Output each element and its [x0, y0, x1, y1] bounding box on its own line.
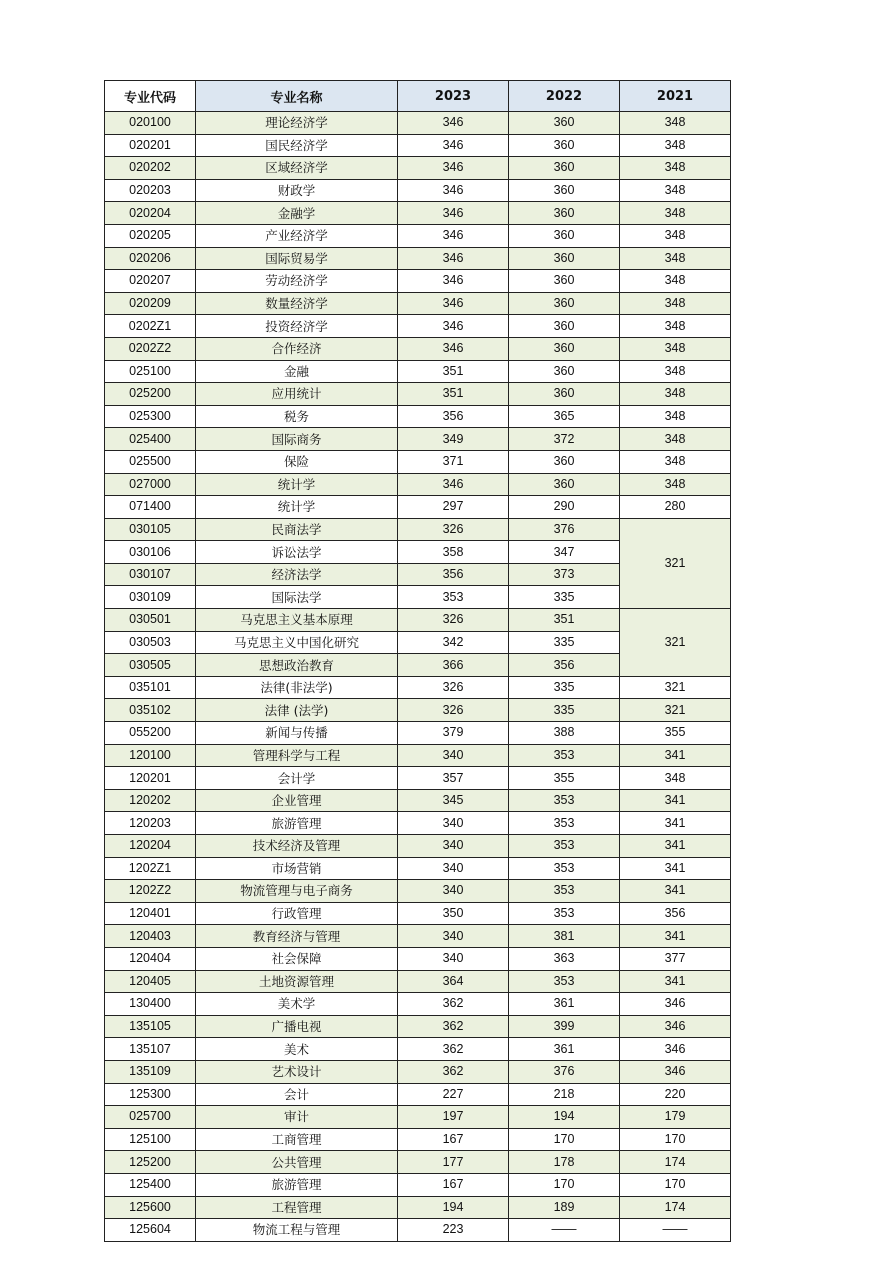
- table-row: [105, 609, 731, 632]
- table-row: [105, 518, 731, 541]
- score-2022-cell: 372: [509, 428, 620, 451]
- table-row: [105, 292, 731, 315]
- score-2021-cell: 346: [620, 1038, 731, 1061]
- major-code-cell: 020203: [105, 179, 196, 202]
- major-name-cell: 统计学: [196, 496, 398, 519]
- score-2022-cell: 218: [509, 1083, 620, 1106]
- score-2021-cell: 348: [620, 157, 731, 180]
- major-code-cell: 1202Z2: [105, 880, 196, 903]
- major-code-cell: 030503: [105, 631, 196, 654]
- major-name-cell: 土地资源管理: [196, 970, 398, 993]
- score-2022-cell: 356: [509, 654, 620, 677]
- score-2021-cell: 341: [620, 880, 731, 903]
- score-2022-cell: 360: [509, 112, 620, 135]
- score-2023-cell: 326: [398, 676, 509, 699]
- score-2023-cell: 346: [398, 473, 509, 496]
- major-code-cell: 0202Z1: [105, 315, 196, 338]
- score-2021-cell: 348: [620, 428, 731, 451]
- table-row: [105, 224, 731, 247]
- major-name-cell: 劳动经济学: [196, 270, 398, 293]
- score-2023-cell: 167: [398, 1173, 509, 1196]
- score-2021-cell: 348: [620, 337, 731, 360]
- score-2023-cell: 340: [398, 835, 509, 858]
- score-2022-cell: 290: [509, 496, 620, 519]
- score-2022-cell: 353: [509, 835, 620, 858]
- major-code-cell: 055200: [105, 722, 196, 745]
- major-name-cell: 旅游管理: [196, 812, 398, 835]
- major-name-cell: 投资经济学: [196, 315, 398, 338]
- score-2023-cell: 349: [398, 428, 509, 451]
- major-name-cell: 法律(非法学): [196, 676, 398, 699]
- score-2023-cell: 351: [398, 360, 509, 383]
- score-2023-cell: 326: [398, 699, 509, 722]
- major-code-cell: 030107: [105, 563, 196, 586]
- score-2023-cell: 346: [398, 270, 509, 293]
- major-name-cell: 诉讼法学: [196, 541, 398, 564]
- major-code-cell: 125300: [105, 1083, 196, 1106]
- table-row: [105, 1128, 731, 1151]
- major-name-cell: 法律 (法学): [196, 699, 398, 722]
- score-2023-cell: 346: [398, 202, 509, 225]
- table-row: [105, 993, 731, 1016]
- table-row: [105, 947, 731, 970]
- score-2021-cell: 355: [620, 722, 731, 745]
- major-code-cell: 130400: [105, 993, 196, 1016]
- score-2022-cell: 170: [509, 1173, 620, 1196]
- score-2023-cell: 357: [398, 767, 509, 790]
- table-row: [105, 179, 731, 202]
- score-2021-cell: 341: [620, 835, 731, 858]
- score-2022-cell: 376: [509, 1060, 620, 1083]
- score-2023-cell: 342: [398, 631, 509, 654]
- major-name-cell: 数量经济学: [196, 292, 398, 315]
- major-code-cell: 135107: [105, 1038, 196, 1061]
- table-row: [105, 428, 731, 451]
- table-row: [105, 112, 731, 135]
- major-code-cell: 020206: [105, 247, 196, 270]
- score-2022-cell: 189: [509, 1196, 620, 1219]
- score-2023-cell: 223: [398, 1219, 509, 1242]
- major-code-cell: 030109: [105, 586, 196, 609]
- score-2023-cell: 356: [398, 563, 509, 586]
- score-2021-cell: 341: [620, 970, 731, 993]
- score-2021-cell: 280: [620, 496, 731, 519]
- score-2022-cell: 353: [509, 970, 620, 993]
- score-2023-cell: 362: [398, 1038, 509, 1061]
- table-row: [105, 1219, 731, 1242]
- major-code-cell: 120404: [105, 947, 196, 970]
- header-row: [105, 81, 731, 112]
- table-row: [105, 925, 731, 948]
- major-code-cell: 135109: [105, 1060, 196, 1083]
- major-code-cell: 120403: [105, 925, 196, 948]
- table-row: [105, 360, 731, 383]
- major-name-cell: 民商法学: [196, 518, 398, 541]
- score-2022-cell: 335: [509, 631, 620, 654]
- score-2021-cell: 321: [620, 676, 731, 699]
- table-row: [105, 337, 731, 360]
- score-2022-cell: 363: [509, 947, 620, 970]
- major-code-cell: 020201: [105, 134, 196, 157]
- major-code-cell: 027000: [105, 473, 196, 496]
- major-code-cell: 025700: [105, 1106, 196, 1129]
- score-2022-cell: 335: [509, 586, 620, 609]
- table-row: [105, 1106, 731, 1129]
- major-code-cell: 1202Z1: [105, 857, 196, 880]
- score-2023-cell: 340: [398, 744, 509, 767]
- major-name-cell: 物流管理与电子商务: [196, 880, 398, 903]
- major-code-cell: 020205: [105, 224, 196, 247]
- major-name-cell: 产业经济学: [196, 224, 398, 247]
- major-name-cell: 企业管理: [196, 789, 398, 812]
- table-row: [105, 473, 731, 496]
- major-name-cell: 公共管理: [196, 1151, 398, 1174]
- score-2021-cell: 341: [620, 744, 731, 767]
- table-row: [105, 1196, 731, 1219]
- major-code-cell: 125400: [105, 1173, 196, 1196]
- table-row: [105, 880, 731, 903]
- major-name-cell: 技术经济及管理: [196, 835, 398, 858]
- table-row: [105, 857, 731, 880]
- major-name-cell: 保险: [196, 450, 398, 473]
- major-code-cell: 025400: [105, 428, 196, 451]
- major-name-cell: 会计学: [196, 767, 398, 790]
- major-code-cell: 030501: [105, 609, 196, 632]
- table-row: [105, 383, 731, 406]
- major-code-cell: 020202: [105, 157, 196, 180]
- table-row: [105, 247, 731, 270]
- score-2021-cell: 348: [620, 405, 731, 428]
- score-2021-cell: 321: [620, 699, 731, 722]
- score-2022-cell: 353: [509, 789, 620, 812]
- score-2023-cell: 356: [398, 405, 509, 428]
- major-code-cell: 071400: [105, 496, 196, 519]
- major-name-cell: 美术: [196, 1038, 398, 1061]
- score-2022-cell: 360: [509, 337, 620, 360]
- table-row: [105, 1015, 731, 1038]
- score-2022-cell: 360: [509, 179, 620, 202]
- score-2021-cell: 377: [620, 947, 731, 970]
- score-2022-cell: 335: [509, 676, 620, 699]
- major-name-cell: 经济法学: [196, 563, 398, 586]
- table-row: [105, 789, 731, 812]
- major-code-cell: 030505: [105, 654, 196, 677]
- score-2021-cell: 341: [620, 857, 731, 880]
- score-2023-cell: 227: [398, 1083, 509, 1106]
- score-2021-cell: 348: [620, 360, 731, 383]
- score-2022-cell: 178: [509, 1151, 620, 1174]
- table-row: [105, 496, 731, 519]
- table-row: [105, 722, 731, 745]
- major-name-cell: 社会保障: [196, 947, 398, 970]
- score-2022-cell: 360: [509, 473, 620, 496]
- score-2021-cell: 170: [620, 1128, 731, 1151]
- score-2021-cell: 348: [620, 224, 731, 247]
- score-2023-cell: 346: [398, 247, 509, 270]
- major-name-cell: 国际贸易学: [196, 247, 398, 270]
- score-2023-cell: 346: [398, 337, 509, 360]
- score-table: [104, 80, 731, 1242]
- score-2023-cell: 346: [398, 179, 509, 202]
- major-name-cell: 马克思主义中国化研究: [196, 631, 398, 654]
- score-2021-cell: 341: [620, 812, 731, 835]
- header-major-name: 专业名称: [196, 81, 398, 112]
- major-code-cell: 020100: [105, 112, 196, 135]
- score-2021-cell: ——: [620, 1219, 731, 1242]
- major-name-cell: 理论经济学: [196, 112, 398, 135]
- table-row: [105, 134, 731, 157]
- score-2022-cell: 373: [509, 563, 620, 586]
- score-2023-cell: 346: [398, 134, 509, 157]
- score-2022-cell: 353: [509, 880, 620, 903]
- header-year-2023: 2023: [398, 81, 509, 112]
- score-2023-cell: 351: [398, 383, 509, 406]
- major-code-cell: 125600: [105, 1196, 196, 1219]
- score-2022-cell: 360: [509, 157, 620, 180]
- score-2023-cell: 346: [398, 292, 509, 315]
- major-code-cell: 120202: [105, 789, 196, 812]
- table-row: [105, 157, 731, 180]
- major-code-cell: 020207: [105, 270, 196, 293]
- score-2021-cell: 348: [620, 179, 731, 202]
- score-2023-cell: 297: [398, 496, 509, 519]
- major-code-cell: 125100: [105, 1128, 196, 1151]
- table-row: [105, 1083, 731, 1106]
- table-row: [105, 1060, 731, 1083]
- score-2021-cell: 348: [620, 202, 731, 225]
- score-2022-cell: 360: [509, 247, 620, 270]
- score-2023-cell: 340: [398, 925, 509, 948]
- major-name-cell: 工商管理: [196, 1128, 398, 1151]
- score-2022-cell: 360: [509, 315, 620, 338]
- major-name-cell: 工程管理: [196, 1196, 398, 1219]
- score-2021-cell: 348: [620, 383, 731, 406]
- header-year-2021: 2021: [620, 81, 731, 112]
- major-name-cell: 市场营销: [196, 857, 398, 880]
- table-row: [105, 1173, 731, 1196]
- major-code-cell: 035102: [105, 699, 196, 722]
- major-name-cell: 教育经济与管理: [196, 925, 398, 948]
- score-2021-cell: 174: [620, 1151, 731, 1174]
- score-2022-cell: 360: [509, 134, 620, 157]
- header-major-code: 专业代码: [105, 81, 196, 112]
- major-name-cell: 物流工程与管理: [196, 1219, 398, 1242]
- score-2023-cell: 346: [398, 224, 509, 247]
- major-name-cell: 管理科学与工程: [196, 744, 398, 767]
- table-body: [105, 112, 731, 1242]
- major-name-cell: 旅游管理: [196, 1173, 398, 1196]
- score-2022-cell: 355: [509, 767, 620, 790]
- major-code-cell: 020204: [105, 202, 196, 225]
- score-2021-cell: 348: [620, 767, 731, 790]
- major-name-cell: 区域经济学: [196, 157, 398, 180]
- score-2021-cell: 348: [620, 134, 731, 157]
- table-row: [105, 1038, 731, 1061]
- score-2023-cell: 340: [398, 857, 509, 880]
- score-2023-cell: 345: [398, 789, 509, 812]
- score-2023-cell: 379: [398, 722, 509, 745]
- major-code-cell: 030106: [105, 541, 196, 564]
- score-2022-cell: 353: [509, 812, 620, 835]
- score-2023-cell: 326: [398, 518, 509, 541]
- score-2021-cell: 341: [620, 925, 731, 948]
- score-2022-cell: 388: [509, 722, 620, 745]
- score-2023-cell: 346: [398, 112, 509, 135]
- score-2021-cell: 346: [620, 1015, 731, 1038]
- major-name-cell: 合作经济: [196, 337, 398, 360]
- score-2022-cell: 361: [509, 1038, 620, 1061]
- score-2021-cell: 346: [620, 993, 731, 1016]
- major-name-cell: 思想政治教育: [196, 654, 398, 677]
- table-row: [105, 699, 731, 722]
- major-code-cell: 035101: [105, 676, 196, 699]
- major-code-cell: 120405: [105, 970, 196, 993]
- score-2023-cell: 358: [398, 541, 509, 564]
- table-row: [105, 744, 731, 767]
- score-2021-cell: 348: [620, 247, 731, 270]
- score-2023-cell: 167: [398, 1128, 509, 1151]
- score-2022-cell: 360: [509, 383, 620, 406]
- header-year-2022: 2022: [509, 81, 620, 112]
- score-2023-cell: 364: [398, 970, 509, 993]
- score-2023-cell: 362: [398, 1015, 509, 1038]
- major-name-cell: 审计: [196, 1106, 398, 1129]
- major-code-cell: 020209: [105, 292, 196, 315]
- major-name-cell: 统计学: [196, 473, 398, 496]
- score-2023-cell: 194: [398, 1196, 509, 1219]
- major-code-cell: 125200: [105, 1151, 196, 1174]
- score-2023-cell: 340: [398, 947, 509, 970]
- score-2021-cell: 220: [620, 1083, 731, 1106]
- major-code-cell: 025300: [105, 405, 196, 428]
- score-2022-cell: 194: [509, 1106, 620, 1129]
- major-name-cell: 美术学: [196, 993, 398, 1016]
- score-2022-cell: 335: [509, 699, 620, 722]
- score-2021-cell: 174: [620, 1196, 731, 1219]
- score-2023-cell: 340: [398, 812, 509, 835]
- major-code-cell: 0202Z2: [105, 337, 196, 360]
- major-code-cell: 120201: [105, 767, 196, 790]
- score-2023-cell: 326: [398, 609, 509, 632]
- score-2021-cell: 348: [620, 315, 731, 338]
- score-2023-cell: 346: [398, 157, 509, 180]
- major-name-cell: 马克思主义基本原理: [196, 609, 398, 632]
- major-code-cell: 120401: [105, 902, 196, 925]
- score-2021-cell: 321: [620, 518, 731, 608]
- major-code-cell: 025100: [105, 360, 196, 383]
- major-name-cell: 应用统计: [196, 383, 398, 406]
- score-2023-cell: 197: [398, 1106, 509, 1129]
- table-row: [105, 835, 731, 858]
- score-2023-cell: 177: [398, 1151, 509, 1174]
- score-2022-cell: 381: [509, 925, 620, 948]
- major-name-cell: 金融: [196, 360, 398, 383]
- score-2021-cell: 348: [620, 270, 731, 293]
- score-2022-cell: 376: [509, 518, 620, 541]
- major-code-cell: 120100: [105, 744, 196, 767]
- score-2022-cell: 360: [509, 270, 620, 293]
- major-name-cell: 税务: [196, 405, 398, 428]
- score-2023-cell: 353: [398, 586, 509, 609]
- score-2023-cell: 350: [398, 902, 509, 925]
- score-2022-cell: 353: [509, 902, 620, 925]
- score-2022-cell: 351: [509, 609, 620, 632]
- major-code-cell: 030105: [105, 518, 196, 541]
- major-code-cell: 025200: [105, 383, 196, 406]
- score-2023-cell: 362: [398, 1060, 509, 1083]
- score-2022-cell: 361: [509, 993, 620, 1016]
- major-code-cell: 125604: [105, 1219, 196, 1242]
- major-code-cell: 135105: [105, 1015, 196, 1038]
- score-2021-cell: 179: [620, 1106, 731, 1129]
- score-2023-cell: 340: [398, 880, 509, 903]
- major-name-cell: 国际法学: [196, 586, 398, 609]
- score-2022-cell: 365: [509, 405, 620, 428]
- major-name-cell: 财政学: [196, 179, 398, 202]
- score-2022-cell: 170: [509, 1128, 620, 1151]
- table-row: [105, 315, 731, 338]
- score-2022-cell: 353: [509, 857, 620, 880]
- table-row: [105, 812, 731, 835]
- score-2023-cell: 371: [398, 450, 509, 473]
- table-row: [105, 270, 731, 293]
- score-2021-cell: 170: [620, 1173, 731, 1196]
- score-2023-cell: 346: [398, 315, 509, 338]
- table-row: [105, 970, 731, 993]
- major-name-cell: 新闻与传播: [196, 722, 398, 745]
- major-name-cell: 行政管理: [196, 902, 398, 925]
- major-name-cell: 广播电视: [196, 1015, 398, 1038]
- score-2022-cell: 360: [509, 292, 620, 315]
- major-name-cell: 国际商务: [196, 428, 398, 451]
- score-2021-cell: 356: [620, 902, 731, 925]
- score-2022-cell: 360: [509, 360, 620, 383]
- score-2021-cell: 321: [620, 609, 731, 677]
- table-row: [105, 1151, 731, 1174]
- score-2022-cell: 360: [509, 450, 620, 473]
- score-2021-cell: 348: [620, 450, 731, 473]
- major-name-cell: 艺术设计: [196, 1060, 398, 1083]
- score-2022-cell: 399: [509, 1015, 620, 1038]
- major-code-cell: 120203: [105, 812, 196, 835]
- score-2021-cell: 346: [620, 1060, 731, 1083]
- score-2022-cell: 360: [509, 224, 620, 247]
- major-code-cell: 120204: [105, 835, 196, 858]
- major-code-cell: 025500: [105, 450, 196, 473]
- score-2022-cell: 347: [509, 541, 620, 564]
- table-row: [105, 902, 731, 925]
- score-2022-cell: ——: [509, 1219, 620, 1242]
- table-row: [105, 405, 731, 428]
- score-2021-cell: 348: [620, 112, 731, 135]
- score-2022-cell: 360: [509, 202, 620, 225]
- table-row: [105, 676, 731, 699]
- major-name-cell: 金融学: [196, 202, 398, 225]
- table-row: [105, 767, 731, 790]
- score-2021-cell: 348: [620, 473, 731, 496]
- score-2021-cell: 348: [620, 292, 731, 315]
- score-2021-cell: 341: [620, 789, 731, 812]
- score-2023-cell: 366: [398, 654, 509, 677]
- score-2022-cell: 353: [509, 744, 620, 767]
- score-2023-cell: 362: [398, 993, 509, 1016]
- table-row: [105, 202, 731, 225]
- table-row: [105, 450, 731, 473]
- major-name-cell: 会计: [196, 1083, 398, 1106]
- major-name-cell: 国民经济学: [196, 134, 398, 157]
